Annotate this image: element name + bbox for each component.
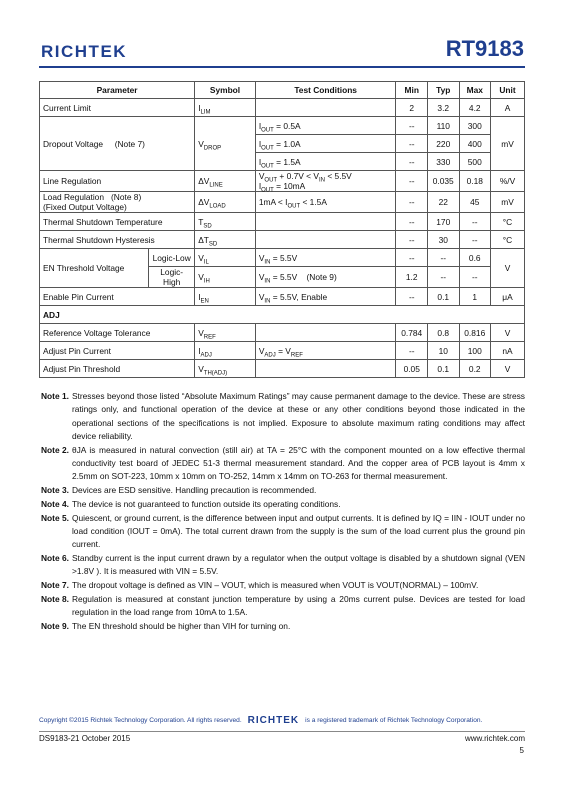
table-row: $I_{OUT} = 1.0A$ -- 220 400 xyxy=(40,135,525,153)
table-row: Load Regulation (Note 8) (Fixed Output Voltage) $\Delta V_{LOAD}$ $1mA < I_{OUT} < 1.5A$ -- 22 45 mV xyxy=(40,192,525,213)
table-row: $I_{OUT} = 1.5A$ -- 330 500 xyxy=(40,153,525,171)
table-row: Dropout Voltage (Note 7) $V_{DROP}$ $I_{OUT} = 0.5A$ -- 110 300 mV xyxy=(40,117,525,135)
table-row: Current Limit $I_{LIM}$ 2 3.2 4.2 A xyxy=(40,99,525,117)
col-header: Symbol xyxy=(195,82,256,99)
footer-logo: RICHTEK xyxy=(247,715,300,726)
note-item: Note 8. Regulation is measured at constant junction temperature by using a 20ms current pulse. Devices are tested for load regulation in the load range from 10mA to 1.5A. xyxy=(41,593,525,618)
footer-divider xyxy=(39,731,525,732)
table-row: Line Regulation $\Delta V_{LINE}$ $V_{OUT} + 0.7V < V_{IN} < 5.5V$ $I_{OUT} = 10mA$ -- 0.035 0.18 %/V xyxy=(40,171,525,192)
note-item: Note 3. Devices are ESD sensitive. Handling precaution is recommended. xyxy=(41,485,317,496)
col-header: Parameter xyxy=(40,82,195,99)
doc-number: DS9183-21 October 2015 xyxy=(39,734,131,743)
note-item: Note 2. θJA is measured in natural convection (still air) at TA = 25°C with the component mounted on a low effective thermal conductivity test board of JEDEC 51-3 thermal measurement standard. And the copper area of PCB layout is 4mm x 2.5mm on SOT-223, 10mm x 10mm on TO-252, 14mm x 14mm on TO-263 for thermal measurement. xyxy=(41,444,525,482)
copyright-text: Copyright ©2015 Richtek Technology Corporation. All rights reserved. xyxy=(39,717,242,724)
table-row: Thermal Shutdown Temperature $T_{SD}$ -- 170 -- °C xyxy=(40,213,525,231)
col-header: Typ xyxy=(427,82,459,99)
table-row: Enable Pin Current $I_{EN}$ $V_{IN} = 5.5V$, Enable -- 0.1 1 μA xyxy=(40,288,525,306)
trademark-text: is a registered trademark of Richtek Technology Corporation. xyxy=(305,717,483,724)
footer-copyright xyxy=(39,715,525,726)
company-logo: RICHTEK xyxy=(41,42,128,61)
note-item: Note 9. The EN threshold should be higher than VIH for turning on. xyxy=(41,621,291,632)
col-header: Min xyxy=(396,82,428,99)
table-row: Adjust Pin Threshold $V_{TH(ADJ)}$ 0.05 0.1 0.2 V xyxy=(40,360,525,378)
col-header: Unit xyxy=(491,82,525,99)
table-row: EN Threshold Voltage Logic-Low $V_{IL}$ $V_{IN} = 5.5V$ -- -- 0.6 V xyxy=(40,249,525,267)
notes-section xyxy=(41,390,525,634)
note-item: Note 5. Quiescent, or ground current, is the difference between input and output currents. It is defined by IQ = IIN - IOUT under no load condition (IOUT = 0mA). The total current drawn from the supply is the sum of the load current plus the ground pin current. xyxy=(41,512,525,550)
note-item: Note 6. Standby current is the input current drawn by a regulator when the output voltage is disabled by a shutdown signal (VEN >1.8V ). It is measured with VIN = 5.5V. xyxy=(41,553,525,577)
table-section-row: ADJ xyxy=(40,306,525,324)
website-link[interactable]: www.richtek.com xyxy=(464,734,525,743)
table-header-row xyxy=(40,82,525,99)
header-divider xyxy=(39,66,525,68)
table-row: Reference Voltage Tolerance $V_{REF}$ 0.784 0.8 0.816 V xyxy=(40,324,525,342)
table-row: Thermal Shutdown Hysteresis $\Delta T_{SD}$ -- 30 -- °C xyxy=(40,231,525,249)
electrical-characteristics-table xyxy=(39,81,525,378)
footer-bar xyxy=(39,734,525,743)
col-header: Max xyxy=(459,82,491,99)
note-item: Note 4. The device is not guaranteed to function outside its operating conditions. xyxy=(41,498,341,509)
note-item: Note 1. Stresses beyond those listed “Absolute Maximum Ratings” may cause permanent damage to the device. These are stress ratings only, and functional operation of the device at these or any other conditions beyond those indicated in the operational sections of the specifications is not implied. Exposure to absolute maximum rating conditions may affect device reliability. xyxy=(41,391,525,441)
table-row: Logic-High $V_{IH}$ $V_{IN} = 5.5V$ (Note 9) 1.2 -- -- xyxy=(40,267,525,288)
col-header: Test Conditions xyxy=(255,82,396,99)
page-number: 5 xyxy=(519,746,524,755)
table-row: Adjust Pin Current $I_{ADJ}$ $V_{ADJ} = V_{REF}$ -- 10 100 nA xyxy=(40,342,525,360)
part-number: RT9183 xyxy=(445,36,524,61)
note-item: Note 7. The dropout voltage is defined as VIN – VOUT, which is measured when VOUT is VOUT(NORMAL) – 100mV. xyxy=(41,580,479,591)
